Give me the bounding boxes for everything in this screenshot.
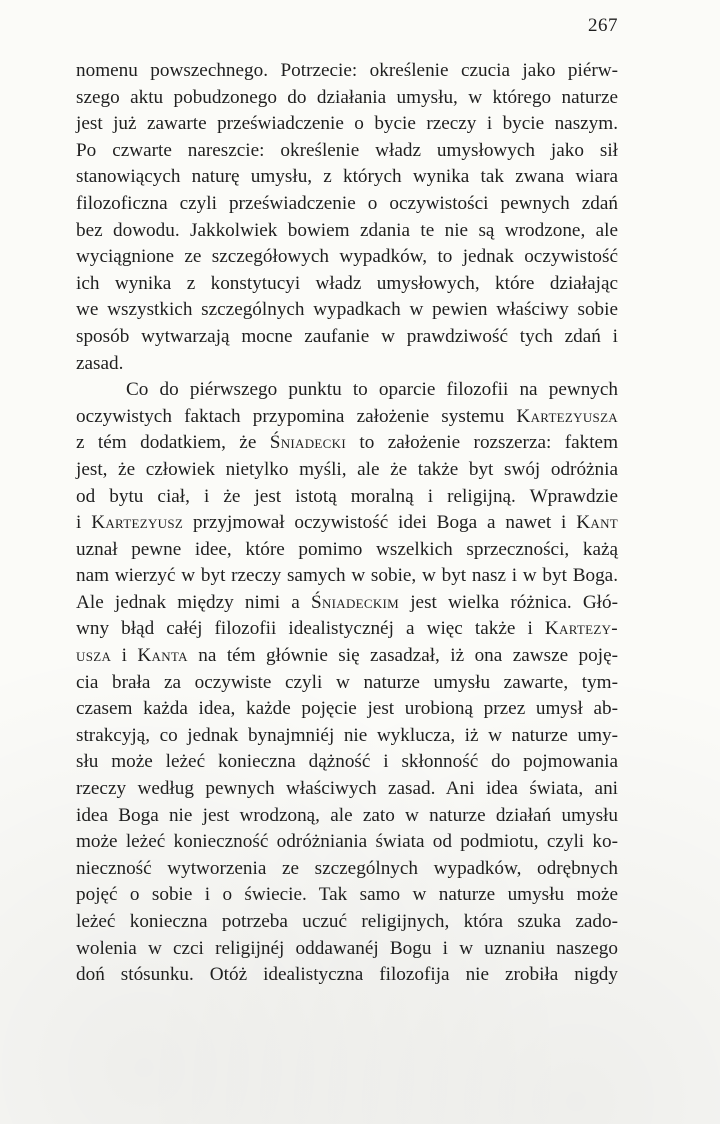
text-line: filozoficzna czyli przeświadczenie o oczywistości pewnych zdań: [76, 192, 618, 214]
text-line: od bytu ciał, i że jest istotą moralną i religijną. Wprawdzie: [76, 485, 618, 507]
text-line: leżeć konieczna potrzeba uczuć religijnych, która szuka zado-: [76, 911, 618, 932]
text-line: strakcyją, co jednak bynajmniéj nie wyklucza, iż w naturze umy-: [76, 724, 618, 746]
text-line: doń stósunku. Otóż idealistyczna filozofija nie zrobiła nigdy: [76, 964, 618, 986]
text-line: jest, że człowiek nietylko myśli, ale że także byt swój odróżnia: [76, 458, 618, 480]
text-line: wny błąd całéj filozofii idealistycznéj a więc także i Kartezy-: [76, 618, 618, 640]
text-line: wolenia w czci religijnéj oddawanéj Bogu i w uznaniu naszego: [76, 937, 618, 959]
text-line: zasad.: [76, 352, 124, 374]
text-line: nomenu powszechnego. Potrzecie: określenie czucia jako piérw-: [76, 60, 618, 81]
text-line: i Kartezyusz przyjmował oczywistość idei Boga a nawet i Kant: [76, 512, 618, 534]
page-number: 267: [588, 15, 618, 36]
text-line: idea Boga nie jest wrodzoną, ale zato w naturze działań umysłu: [76, 804, 618, 826]
paragraph: [76, 377, 618, 989]
text-line: Po czwarte nareszcie: określenie władz umysłowych jako sił: [76, 139, 618, 161]
text-line: Co do piérwszego punktu to oparcie filozofii na pewnych: [126, 379, 618, 401]
body-text: [76, 58, 618, 989]
text-line: cia brała za oczywiste czyli w naturze umysłu zawarte, tym-: [76, 671, 618, 693]
text-line: ich wynika z konstytucyi władz umysłowych, które działając: [76, 272, 618, 294]
text-line: rzeczy według pewnych właściwych zasad. Ani idea świata, ani: [76, 778, 618, 800]
text-line: we wszystkich szczególnych wypadkach w pewien właściwy sobie: [76, 299, 618, 321]
text-line: jest już zawarte przeświadczenie o bycie rzeczy i bycie naszym.: [76, 113, 618, 135]
text-line: może leżeć konieczność odróżniania świata od podmiotu, czyli ko-: [76, 831, 618, 853]
text-line: nam wierzyć w byt rzeczy samych w sobie, w byt nasz i w byt Boga.: [76, 565, 618, 587]
text-line: wyciągnione ze szczegółowych wypadków, to jednak oczywistość: [76, 246, 618, 268]
text-line: pojęć o sobie i o świecie. Tak samo w naturze umysłu może: [76, 884, 618, 906]
text-line: z tém dodatkiem, że Śniadecki to założenie rozszerza: faktem: [76, 432, 618, 454]
text-line: nieczność wytworzenia ze szczególnych wypadków, odrębnych: [76, 857, 618, 879]
text-line: szego aktu pobudzonego do działania umysłu, w którego naturze: [76, 86, 618, 108]
paragraph: [76, 58, 618, 377]
text-line: czasem każda idea, każde pojęcie jest urobioną przez umysł ab-: [76, 698, 618, 720]
text-line: oczywistych faktach przypomina założenie systemu Kartezyusza: [76, 405, 618, 427]
text-line: stanowiących naturę umysłu, z których wynika tak zwana wiara: [76, 166, 618, 188]
text-line: usza i Kanta na tém głównie się zasadzał, iż ona zawsze poję-: [76, 645, 618, 667]
text-line: uznał pewne idee, które pomimo wszelkich sprzeczności, każą: [76, 538, 618, 560]
text-line: sposób wytwarzają mocne zaufanie w prawdziwość tych zdań i: [76, 325, 618, 347]
text-line: słu może leżeć konieczna dążność i skłonność do pojmowania: [76, 751, 618, 773]
text-line: bez dowodu. Jakkolwiek bowiem zdania te nie są wrodzone, ale: [76, 219, 618, 241]
text-line: Ale jednak między nimi a Śniadeckim jest wielka różnica. Głó-: [76, 591, 618, 613]
